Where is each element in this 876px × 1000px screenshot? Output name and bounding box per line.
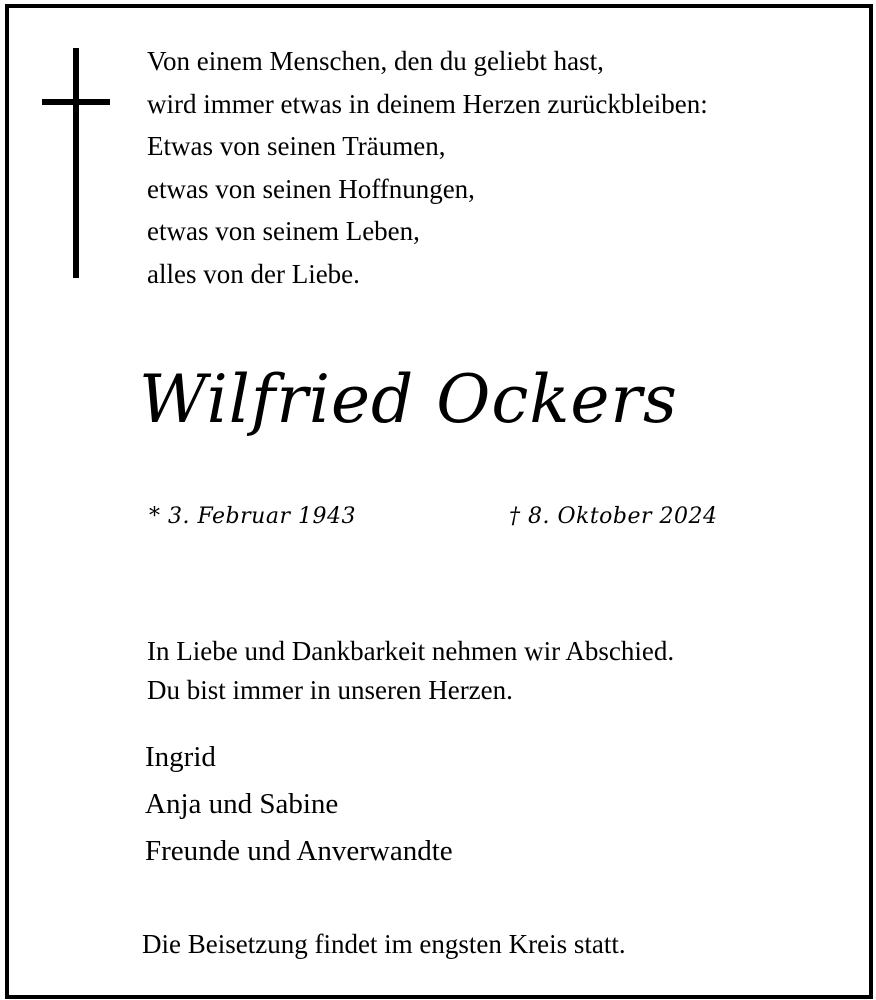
mourner-name: Freunde und Anverwandte	[145, 835, 453, 867]
birth-date: * 3. Februar 1943	[149, 504, 356, 529]
obituary-notice	[5, 4, 873, 999]
mourner-name: Anja und Sabine	[145, 788, 339, 820]
cross-horizontal-bar	[42, 99, 110, 105]
farewell-message	[147, 632, 674, 710]
poem-line: etwas von seinem Leben,	[147, 216, 420, 247]
poem-line: Von einem Menschen, den du geliebt hast,	[147, 46, 604, 76]
mourners-list	[145, 734, 453, 875]
farewell-line: In Liebe und Dankbarkeit nehmen wir Abschied.	[147, 636, 675, 666]
cross-vertical-bar	[73, 48, 79, 278]
memorial-poem	[147, 40, 708, 296]
farewell-line: Du bist immer in unseren Herzen.	[147, 675, 513, 705]
poem-line: alles von der Liebe.	[147, 258, 360, 289]
poem-line: wird immer etwas in deinem Herzen zurückbleiben:	[147, 88, 708, 119]
death-date: † 8. Oktober 2024	[509, 504, 718, 529]
poem-line: Etwas von seinen Träumen,	[147, 131, 446, 162]
deceased-name: Wilfried Ockers	[139, 361, 678, 438]
mourner-name: Ingrid	[145, 741, 216, 773]
poem-line: etwas von seinen Hoffnungen,	[147, 173, 475, 204]
burial-note: Die Beisetzung findet im engsten Kreis statt.	[142, 929, 626, 959]
